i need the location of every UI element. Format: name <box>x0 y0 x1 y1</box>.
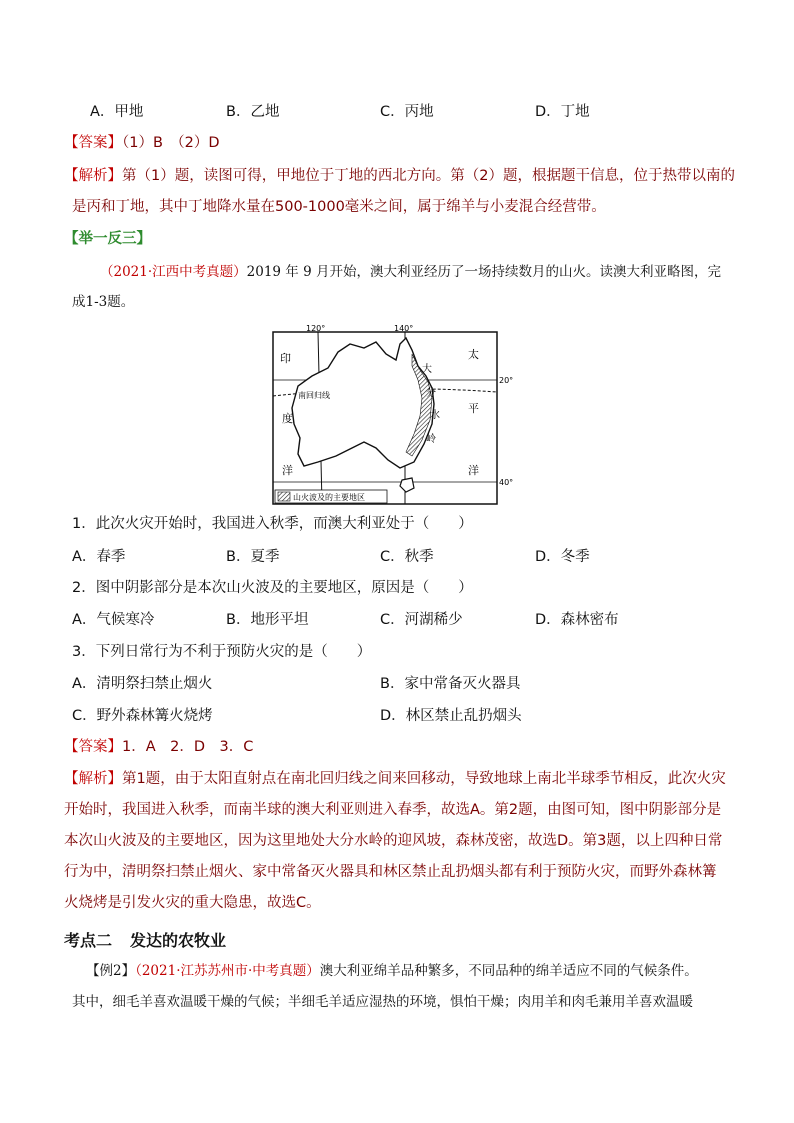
q2-option-b: B．地形平坦 <box>226 612 309 628</box>
q2-option-d: D．森林密布 <box>535 612 619 628</box>
q3-option-c: C．野外森林篝火烧烤 <box>72 708 213 724</box>
australia-map <box>272 324 520 506</box>
label-range-4: 岭 <box>426 434 436 445</box>
analysis-text-1: 第（1）题，读图可得，甲地位于丁地的西北方向。第（2）题，根据题干信息，位于热带以南的 <box>122 168 735 184</box>
answer2-block <box>64 737 253 757</box>
option-c: C．丙地 <box>380 104 434 120</box>
analysis2-label: 【解析】 <box>64 771 122 787</box>
analysis2-block <box>64 764 728 919</box>
option-b: B．乙地 <box>226 104 280 120</box>
intro-line-2: 成1-3题。 <box>72 294 135 310</box>
label-range-3: 水 <box>430 410 440 421</box>
intro-source: （2021·江西中考真题） <box>100 264 247 280</box>
analysis2-text: 第1题，由于太阳直射点在南北回归线之间来回移动，导致地球上南北半球季节相反，此次火灾开始时，我国进入秋季，而南半球的澳大利亚则进入春季，故选A。第2题，由图可知，图中阴影部分是本次山火波及的主要地区，因为这里地处大分水岭的迎风坡，森林茂密，故选D。第3题，以上四种日常行为中，清明祭扫禁止烟火、家中常备灭火器具和林区禁止乱扔烟头都有利于预防火灾，而野外森林篝火烧烤是引发火灾的重大隐患，故选C。 <box>64 771 726 911</box>
q1-option-a: A．春季 <box>72 549 126 565</box>
label-lat-20: 20° <box>499 376 514 385</box>
answer2-text: 1．A 2．D 3．C <box>122 739 254 755</box>
legend-swatch <box>278 492 290 501</box>
label-lat-40: 40° <box>499 478 514 487</box>
label-indian-2: 度 <box>282 412 293 425</box>
q2-stem: 2．图中阴影部分是本次山火波及的主要地区，原因是（ ） <box>72 580 473 596</box>
analysis-line-2: 是丙和丁地，其中丁地降水量在500-1000毫米之间，属于绵羊与小麦混合经营带。 <box>72 199 606 215</box>
kaodian-title: 发达的农牧业 <box>130 931 227 950</box>
answer-text: （1）B （2）D <box>122 135 220 151</box>
kaodian-label: 考点二 <box>64 931 113 950</box>
analysis-line-1 <box>64 166 735 186</box>
q3-option-d: D．林区禁止乱扔烟头 <box>380 708 522 724</box>
legend-label: 山火波及的主要地区 <box>293 493 365 502</box>
option-a: A．甲地 <box>90 104 144 120</box>
label-lon-140: 140° <box>394 324 414 333</box>
example2-text-1: 澳大利亚绵羊品种繁多，不同品种的绵羊适应不同的气候条件。 <box>319 963 698 979</box>
label-pacific-1: 太 <box>468 348 479 361</box>
q3-option-a: A．清明祭扫禁止烟火 <box>72 676 213 692</box>
example2-source: （2021·江苏苏州市·中考真题） <box>135 963 320 979</box>
q2-option-a: A．气候寒冷 <box>72 612 155 628</box>
q1-option-c: C．秋季 <box>380 549 434 565</box>
label-indian-3: 洋 <box>282 464 293 477</box>
example2-label: 【例2】 <box>86 963 136 979</box>
intro-line-1 <box>100 262 721 282</box>
label-indian-1: 印 <box>280 352 291 365</box>
q2-option-c: C．河湖稀少 <box>380 612 463 628</box>
q3-stem: 3．下列日常行为不利于预防火灾的是（ ） <box>72 644 372 660</box>
example2-line-2: 其中，细毛羊喜欢温暖干燥的气候；半细毛羊适应湿热的环境，惧怕干燥；肉用羊和肉毛兼用羊喜欢温暖 <box>72 994 693 1010</box>
q3-option-b: B．家中常备灭火器具 <box>380 676 521 692</box>
q1-option-b: B．夏季 <box>226 549 280 565</box>
answer2-label: 【答案】 <box>64 739 122 755</box>
analysis-label: 【解析】 <box>64 168 122 184</box>
label-lon-120: 120° <box>306 324 326 333</box>
label-tropic: 南回归线 <box>298 391 330 400</box>
section-tag: 【举一反三】 <box>64 231 151 247</box>
option-d: D．丁地 <box>535 104 590 120</box>
intro-text-1: 2019 年 9 月开始，澳大利亚经历了一场持续数月的山火。读澳大利亚略图，完 <box>246 264 721 280</box>
label-range-1: 大 <box>422 364 432 375</box>
answer-label: 【答案】 <box>64 135 122 151</box>
example2-line-1 <box>86 961 698 981</box>
answer-block <box>64 133 220 153</box>
label-pacific-3: 洋 <box>468 464 479 477</box>
label-range-2: 分 <box>426 388 436 399</box>
label-pacific-2: 平 <box>468 402 479 415</box>
section-heading <box>64 928 226 951</box>
q1-stem: 1．此次火灾开始时，我国进入秋季，而澳大利亚处于（ ） <box>72 516 473 532</box>
q1-option-d: D．冬季 <box>535 549 590 565</box>
